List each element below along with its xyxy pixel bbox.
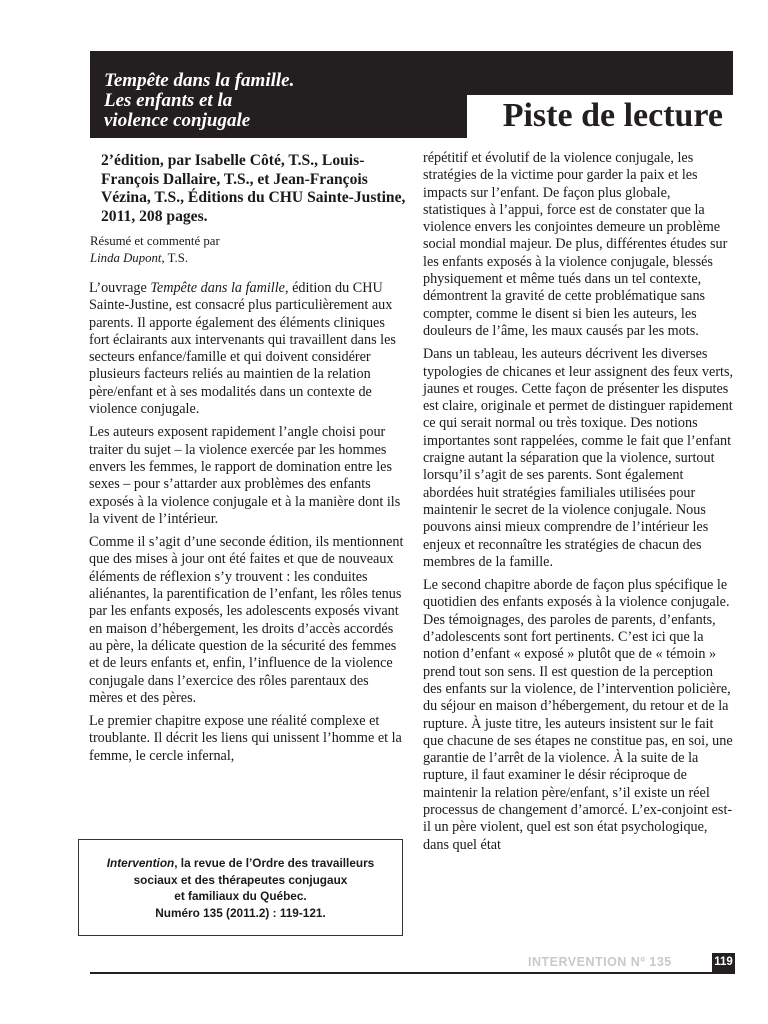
article-title (104, 71, 294, 131)
paragraph-2: Les auteurs exposent rapidement l’angle choisi pour traiter du sujet – la violence exercée par les hommes envers les femmes, le rapport de domination entre les sexes – pour s’attarder aux problèmes des enfants exposés à la violence conjugale et à la manière dont ils la vivent de l’intérieur. (89, 424, 401, 527)
paragraph-1 (89, 280, 405, 418)
credit-author-line (90, 250, 410, 267)
reference-box (78, 839, 403, 936)
title-line-3: violence conjugale (104, 110, 251, 131)
reference-line-2: sociaux et des thérapeutes conjugaux (133, 872, 348, 887)
left-column (89, 280, 405, 771)
header-banner (90, 51, 733, 138)
paragraph-5: répétitif et évolutif de la violence conjugale, les stratégies de la victime pour garder la paix et les impacts sur l’enfant. De façon plus globale, statistiques à l’appui, force est de constater que la violence envers les conjointes demeure un problème social mondial majeur. De plus, différentes études sur les enfants exposés à la violence conjugale, blessés physiquement et même tués dans un tel contexte, démontrent la gravité de cette problématique sans compter, comme le disent si bien les auteurs, les douleurs de l’âme, les maux causés par les mots. (423, 150, 728, 339)
section-label: Piste de lecture (502, 97, 723, 134)
credit-line: Résumé et commenté par (90, 234, 220, 248)
journal-name: Intervention (106, 856, 175, 870)
book-title-inline: Tempête dans la famille (150, 280, 285, 296)
title-line-2: Les enfants et la (104, 90, 233, 111)
paragraph-7: Le second chapitre aborde de façon plus spécifique le quotidien des enfants exposés à la violence conjugale. Des témoignages, des paroles de parents, d’enfants, d’adolescents sont fort pertinents. C’est ici que la notion d’enfant « exposé » plutôt que de « témoin » prend tout son sens. Il est question de la perception des enfants sur la violence, de l’intervention policière, du séjour en maison d’hébergement, du retour et de la rupture. À juste titre, les auteurs insistent sur le fait que chacune de ses étapes ne constitue pas, en soi, une garantie de l’arrêt de la violence. À la suite de la rupture, il faut examiner le désir réciproque de maintenir la relation père/enfant, s’il existe un réel processus de changement d’amorcé. L’ex-conjoint est-il un père violent, quel est son état psychologique, dans quel état (423, 577, 733, 853)
reference-line-3: et familiaux du Québec. (174, 889, 307, 903)
section-label-box (458, 95, 733, 138)
paragraph-1-rest: , édition du CHU Sainte-Justine, est consacré plus particulièrement aux parents. Il apporte également des éléments cliniques fort éclairants aux intervenants qui travaillent dans les secteurs enfance/famille et qui doivent considérer plusieurs facteurs reliés au maintien de la relation père/enfant et à ses modalités dans un contexte de violence conjugale. (89, 280, 396, 418)
paragraph-6: Dans un tableau, les auteurs décrivent les diverses typologies de chicanes et leur assignent des feux verts, jaunes et rouges. Cette façon de présenter les disputes est claire, originale et permet de distinguer rapidement ce qui serait normal ou très toxique. Des notions importantes sont rappelées, comme le fait que l’enfant craigne autant la séparation que la violence, surtout lorsqu’il s’agit de ses parents. Sont également abordées huit stratégies familiales utilisées pour maintenir le secret de la violence conjugale. Nous pouvons ainsi mieux comprendre de l’intérieur les enjeux et reconnaître les stratégies de chacun des membres de la famille. (423, 346, 734, 570)
page-number: 119 (712, 953, 735, 972)
footer-rule (90, 972, 735, 974)
reference-line-4: Numéro 135 (2011.2) : 119-121. (155, 905, 326, 920)
footer-journal-label: INTERVENTION Nº 135 (528, 955, 672, 969)
reference-line-1-rest: , la revue de l’Ordre des travailleurs (174, 856, 375, 870)
review-credit (90, 233, 410, 266)
reference-line-1 (79, 855, 402, 872)
paragraph-1-start: L’ouvrage (89, 280, 151, 296)
reviewer-suffix: , T.S. (161, 250, 189, 265)
right-column (423, 150, 735, 860)
paragraph-3: Comme il s’agit d’une seconde édition, ils mentionnent que des mises à jour ont été faites et que de nouveaux éléments de réflexion s’y trouvent : les conduites aliénantes, la parentification de l’enfant, les rôles tenus par les enfants exposés, les adolescents exposés vivant en maison d’hébergement, les droits d’accès accordés au père, la délicate question de la sécurité des femmes et de leurs enfants et, enfin, l’influence de la violence conjugale dans l’exercice des rôles parentaux des mères et des pères. (89, 534, 404, 706)
reviewer-name: Linda Dupont (90, 250, 162, 265)
paragraph-4: Le premier chapitre expose une réalité complexe et troublante. Il décrit les liens qui unissent l’homme et la femme, le cercle infernal, (89, 713, 402, 764)
book-info: 2’édition, par Isabelle Côté, T.S., Louis-François Dallaire, T.S., et Jean-François Vézina, T.S., Éditions du CHU Sainte-Justine, 2011, 208 pages. (101, 152, 406, 225)
title-line-1: Tempête dans la famille. (104, 70, 295, 91)
